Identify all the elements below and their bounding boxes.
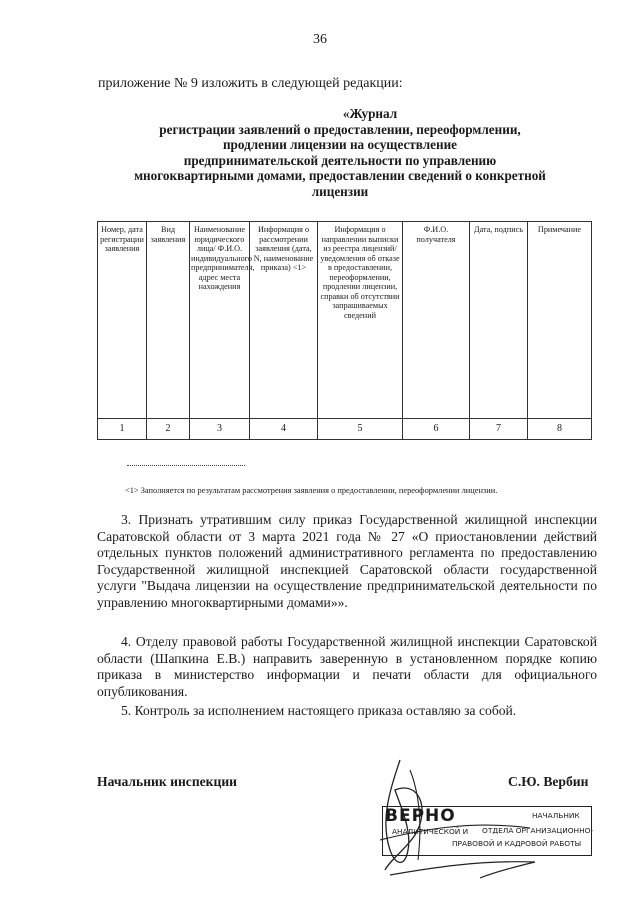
signatory-position: Начальник инспекции	[97, 774, 238, 789]
stamp-line: НАЧАЛЬНИК	[532, 811, 580, 820]
column-number: 1	[98, 419, 147, 440]
column-number: 5	[318, 419, 403, 440]
title-line: продлении лицензии на осуществление	[222, 137, 458, 152]
title-line: предпринимательской деятельности по управлению	[183, 152, 497, 168]
stamp-line: АНАЛИТИЧЕСКОЙ И	[392, 827, 469, 836]
column-header: Ф.И.О. получателя	[403, 222, 470, 419]
stamp-line: ПРАВОВОЙ И КАДРОВОЙ РАБОТЫ	[452, 839, 582, 848]
title-line: регистрации заявлений о предоставлении, переоформлении,	[159, 121, 521, 137]
table-number-row	[98, 419, 592, 440]
column-number: 6	[403, 419, 470, 440]
certification-stamp	[382, 806, 592, 856]
title-line: многоквартирными домами, предоставлении сведений о конкретной	[134, 168, 546, 183]
column-header: Дата, подпись	[470, 222, 528, 419]
journal-title	[90, 106, 590, 199]
table-header-row	[98, 222, 592, 419]
footnote: <1> Заполняется по результатам рассмотрения заявления о предоставлении, переоформлении лицензии.	[125, 486, 498, 495]
column-header: Номер, дата регистрации заявления	[98, 222, 147, 419]
title-line: лицензии	[311, 183, 369, 199]
page-number: 36	[313, 32, 327, 47]
column-number: 4	[250, 419, 318, 440]
stamp-line: ОТДЕЛА ОРГАНИЗАЦИОННО-	[482, 826, 594, 835]
column-header: Информация о направлении выписки из реестра лицензий/ уведомления об отказе в предоставлении, переоформлении, продлении лицензии, справки об отсутствии запрашиваемых сведений	[318, 222, 403, 419]
column-header: Примечание	[528, 222, 592, 419]
journal-table	[97, 221, 592, 440]
column-number: 3	[190, 419, 250, 440]
paragraph-4: 4. Отделу правовой работы Государственной жилищной инспекции Саратовской области (Шапкина Е.В.) направить заверенную в установленном порядке копию приказа в министерство информации и печати области для официального опубликования.	[97, 634, 597, 699]
footnote-divider	[127, 465, 245, 466]
column-number: 2	[147, 419, 190, 440]
paragraph-5: 5. Контроль за исполнением настоящего приказа оставляю за собой.	[121, 703, 517, 718]
paragraph-3: 3. Признать утратившим силу приказ Государственной жилищной инспекции Саратовской области от 3 марта 2021 года № 27 «О приостановлении действий отдельных пунктов положений административного регламента по предоставлению Государственной жилищной инспекцией Саратовской области государственной услуги "Выдача лицензии на осуществление предпринимательской деятельности по управлению многоквартирными домами»».	[97, 512, 597, 610]
column-number: 7	[470, 419, 528, 440]
column-header: Наименование юридического лица/ Ф.И.О. индивидуального предпринимателя, адрес места нахождения	[190, 222, 250, 419]
column-header: Вид заявления	[147, 222, 190, 419]
stamp-word: ВЕРНО	[385, 806, 456, 826]
intro-text: приложение № 9 изложить в следующей редакции:	[98, 76, 403, 91]
signatory-name: С.Ю. Вербин	[508, 774, 589, 789]
title-line: «Журнал	[342, 106, 398, 121]
column-number: 8	[528, 419, 592, 440]
column-header: Информация о рассмотрении заявления (дата, N, наименование приказа) <1>	[250, 222, 318, 419]
